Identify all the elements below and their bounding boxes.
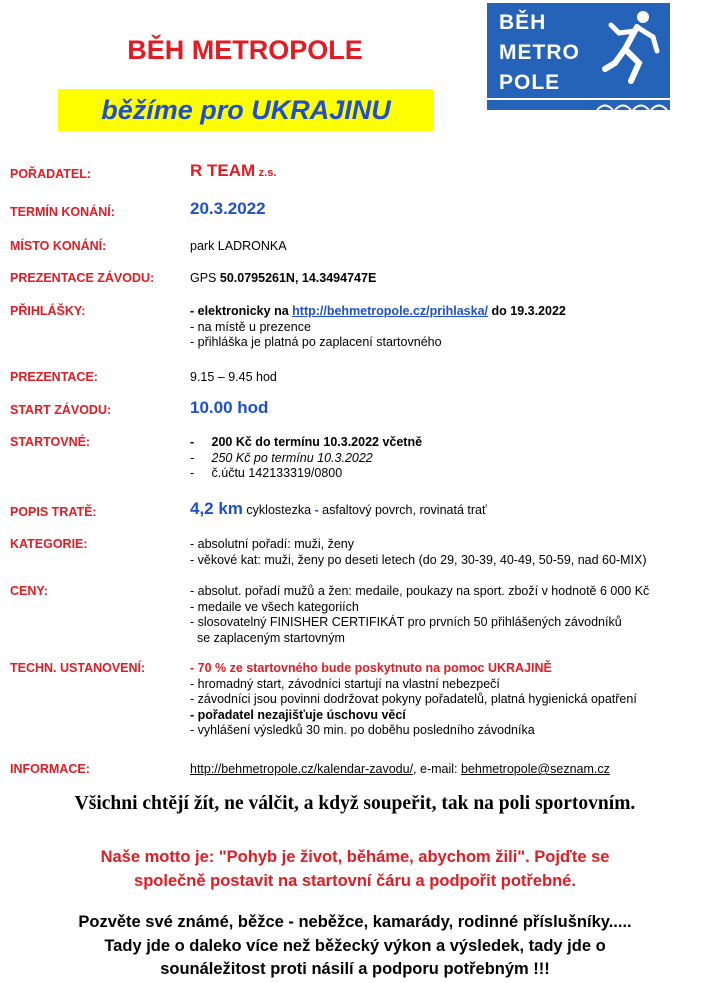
row-label: PREZENTACE: <box>10 370 98 384</box>
fee-line1: - 200 Kč do termínu 10.3.2022 včetně <box>190 435 423 449</box>
row-value <box>190 762 610 778</box>
invite-line: Pozvěte své známé, běžce - neběžce, kamarády, rodinné příslušníky..... <box>78 913 632 931</box>
row-label: CENY: <box>10 584 48 598</box>
invite-text <box>10 911 700 982</box>
page-subtitle: běžíme pro UKRAJINU <box>58 89 434 131</box>
prize-line3: - slosovatelný FINISHER CERTIFIKÁT pro prvních 50 přihlášených závodníků <box>190 615 622 629</box>
row-label: TERMÍN KONÁNÍ: <box>10 205 115 219</box>
cat-line2: - věkové kat: muži, ženy po deseti letech (do 29, 30-39, 40-49, 50-59, nad 60-MIX) <box>190 552 647 567</box>
row-label: START ZÁVODU: <box>10 403 112 417</box>
tech-line4: - pořadatel nezajišťuje úschovu věcí <box>190 707 406 722</box>
motto-line: Naše motto je: "Pohyb je život, běháme, abychom žili". Pojďte se <box>100 848 610 866</box>
row-value <box>190 501 487 519</box>
gps-prefix: GPS <box>190 271 217 285</box>
logo-text-line: POLE <box>499 71 561 94</box>
reg-line3: - přihláška je platná po zaplacení startovného <box>190 335 442 349</box>
track-type: cyklostezka <box>246 503 312 517</box>
registration-link[interactable]: http://behmetropole.cz/prihlaska/ <box>292 304 489 318</box>
row-value <box>190 163 276 182</box>
fee-line2: - 250 Kč po termínu 10.3.2022 <box>190 450 373 465</box>
logo-text-line: BĚH <box>499 11 547 34</box>
row-label: PŘIHLÁŠKY: <box>10 304 86 318</box>
reg-line1-b: do 19.3.2022 <box>491 304 566 318</box>
event-logo <box>487 3 670 110</box>
presentation-time: 9.15 – 9.45 hod <box>190 370 277 384</box>
gps-coordinates: 50.0795261N, 14.3494747E <box>219 271 377 285</box>
organizer-name: R TEAM <box>190 161 256 180</box>
email-link[interactable]: behmetropole@seznam.cz <box>460 762 610 776</box>
row-value <box>190 435 422 482</box>
start-time: 10.00 hod <box>190 398 269 417</box>
logo-text-line: METRO <box>499 41 580 64</box>
row-label: POPIS TRATĚ: <box>10 505 97 519</box>
row-value <box>190 661 637 739</box>
page-title: BĚH METROPOLE <box>127 35 363 65</box>
organizer-suffix: z.s. <box>258 167 277 179</box>
row-value <box>190 537 647 568</box>
row-label: STARTOVNÉ: <box>10 435 91 449</box>
prize-line2: - medaile ve všech kategoriích <box>190 599 359 614</box>
bridge-icon <box>487 98 670 110</box>
track-length: 4,2 km <box>190 499 243 518</box>
event-place: park LADRONKA <box>190 239 287 253</box>
row-label: TECHN. USTANOVENÍ: <box>10 661 146 675</box>
tech-line1: - 70 % ze startovného bude poskytnuto na pomoc UKRAJINĚ <box>190 661 552 675</box>
motto-text <box>20 845 690 893</box>
cat-line1: - absolutní pořadí: muži, ženy <box>190 537 354 551</box>
row-value <box>190 584 649 646</box>
prize-line1: - absolut. pořadí mužů a žen: medaile, poukazy na sport. zboží v hodnotě 6 000 Kč <box>190 584 650 598</box>
calendar-link[interactable]: http://behmetropole.cz/kalendar-zavodu/ <box>190 762 414 776</box>
fee-line3: - č.účtu 142133319/0800 <box>190 466 343 480</box>
email-prefix: , e-mail: <box>413 762 458 776</box>
reg-line1-a: - elektronicky na <box>190 304 289 318</box>
row-label: INFORMACE: <box>10 762 90 776</box>
row-label: MÍSTO KONÁNÍ: <box>10 239 107 253</box>
invite-line: sounáležitost proti násilí a podporu potřebným !!! <box>160 960 550 978</box>
row-value <box>190 304 566 351</box>
runner-icon <box>597 7 663 95</box>
quote-text: Všichni chtějí žít, ne válčit, a když soupeřit, tak na poli sportovním. <box>74 793 636 814</box>
prize-line4: se zaplaceným startovným <box>190 630 345 645</box>
tech-line2: - hromadný start, závodníci startují na vlastní nebezpečí <box>190 676 500 691</box>
tech-line5: - vyhlášení výsledků 30 min. po doběhu posledního závodníka <box>190 723 535 737</box>
row-label: PREZENTACE ZÁVODU: <box>10 271 155 285</box>
row-label: KATEGORIE: <box>10 537 88 551</box>
tech-line3: - závodníci jsou povinni dodržovat pokyny pořadatelů, platná hygienická opatření <box>190 692 637 706</box>
track-surface: asfaltový povrch, rovinatá trať <box>322 503 487 517</box>
reg-line2: - na místě u prezence <box>190 319 311 334</box>
motto-line: společně postavit na startovní čáru a podpořit potřebné. <box>134 872 576 890</box>
invite-line: Tady jde o daleko více než běžecký výkon a výsledek, tady jde o <box>104 936 606 955</box>
event-date: 20.3.2022 <box>190 199 266 218</box>
track-dash: - <box>314 503 319 517</box>
row-label: POŘADATEL: <box>10 167 92 181</box>
row-value <box>190 271 376 287</box>
